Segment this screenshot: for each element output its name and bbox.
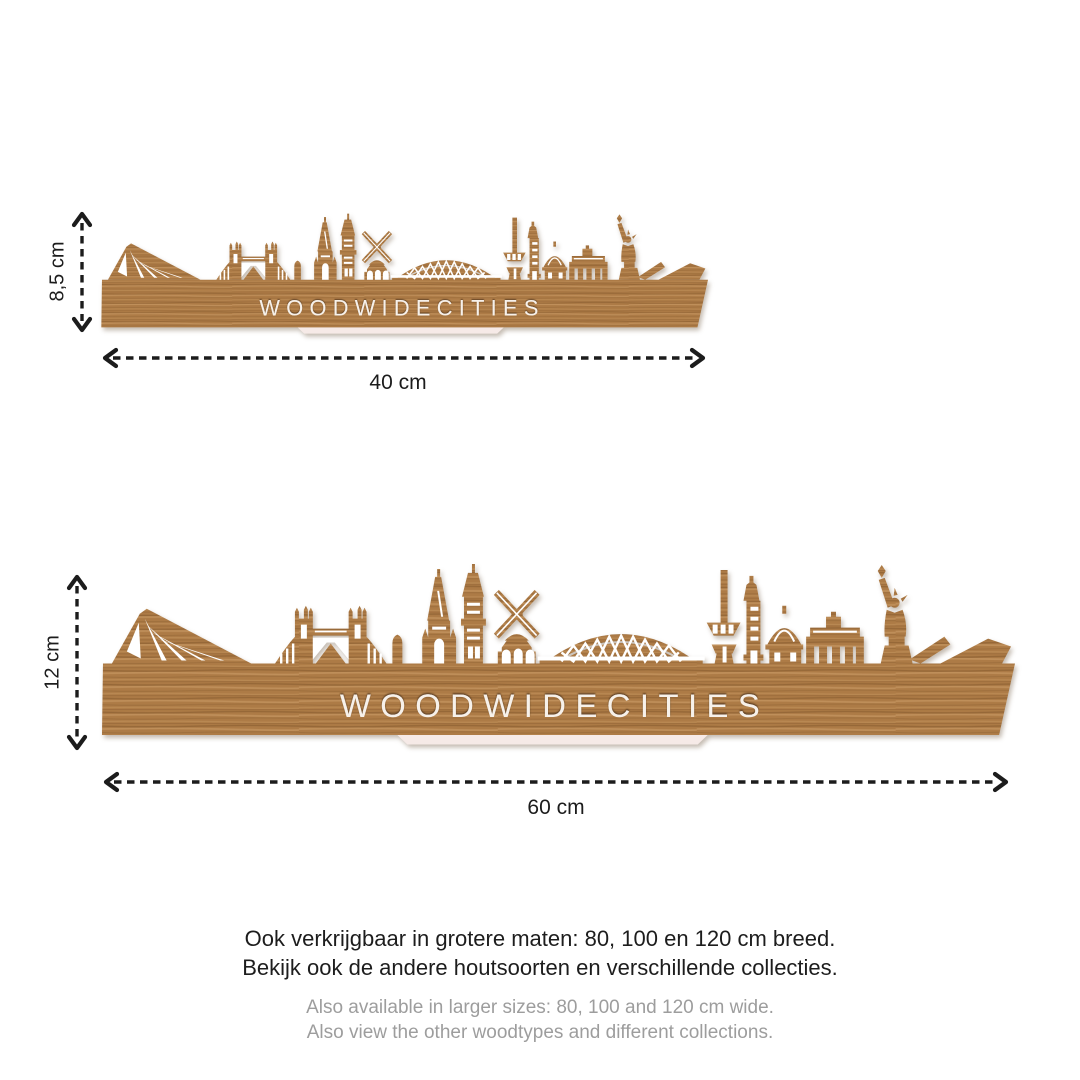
large-skyline-product [100, 557, 1015, 748]
large-width-label: 60 cm [527, 796, 585, 819]
footer-dutch-line-1: Ook verkrijgbaar in grotere maten: 80, 100 en 120 cm breed. [244, 926, 836, 951]
small-width-label: 40 cm [369, 371, 427, 394]
footer-text [0, 924, 1080, 1045]
small-skyline-product [100, 209, 708, 336]
large-height-arrow [64, 574, 90, 751]
footer-english-line-1: Also available in larger sizes: 80, 100 and 120 cm wide. [306, 997, 774, 1018]
footer-english-line-2: Also view the other woodtypes and different collections. [306, 1022, 774, 1043]
large-width-arrow [102, 769, 1010, 795]
large-height-label: 12 cm [41, 635, 64, 690]
small-height-label: 8,5 cm [46, 241, 69, 302]
small-height-arrow [69, 211, 95, 333]
small-width-arrow [101, 345, 707, 371]
footer-dutch-line-2: Bekijk ook de andere houtsoorten en verschillende collecties. [242, 955, 838, 980]
